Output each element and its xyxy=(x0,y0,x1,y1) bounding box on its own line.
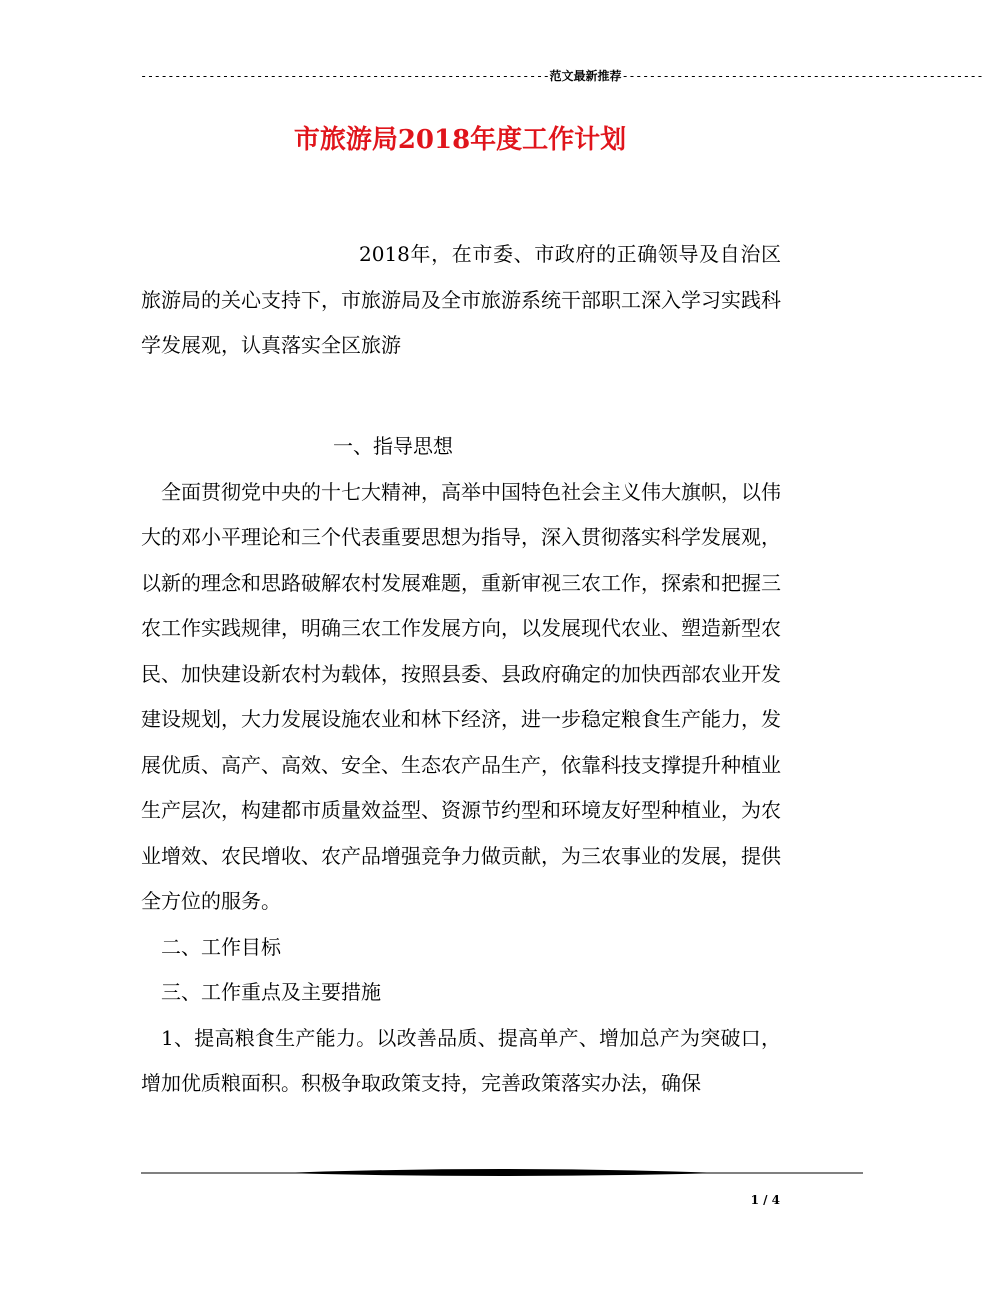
heading-work-goals: 二、工作目标 xyxy=(161,934,281,959)
page-number: 1 / 4 xyxy=(750,1193,780,1207)
intro-section xyxy=(141,232,781,369)
heading-guiding-ideology: 一、指导思想 xyxy=(333,434,453,458)
header-dashes-right: ----------------------------------------------------- xyxy=(621,69,983,83)
document-title: 市旅游局2018年度工作计划 xyxy=(293,125,627,155)
page-header xyxy=(140,68,983,84)
footer-divider xyxy=(141,1166,863,1180)
body-paragraph-2: 1、提高粮食生产能力。以改善品质、提高单产、增加总产为突破口，增加优质粮面积。积极争取政策支持，完善政策落实办法，确保 xyxy=(141,1025,781,1095)
heading-key-measures: 三、工作重点及主要措施 xyxy=(161,980,381,1004)
body-paragraph-1: 全面贯彻党中央的十七大精神，高举中国特色社会主义伟大旗帜，以伟大的邓小平理论和三个代表重要思想为指导，深入贯彻落实科学发展观，以新的理念和思路破解农村发展难题，重新审视三农工作，探索和把握三农工作实践规律，明确三农工作发展方向，以发展现代农业、塑造新型农民、加快建设新农村为载体，按照县委、县政府确定的加快西部农业开发建设规划，大力发展设施农业和林下经济，进一步稳定粮食生产能力，发展优质、高产、高效、安全、生态农产品生产，依靠科技支撑提升种植业生产层次，构建都市质量效益型、资源节约型和环境友好型种植业，为农业增效、农民增收、农产品增强竞争力做贡献，为三农事业的发展，提供全方位的服务。 xyxy=(141,479,781,913)
header-label: 范文最新推荐 xyxy=(549,69,622,83)
intro-paragraph: 2018年，在市委、市政府的正确领导及自治区旅游局的关心支持下，市旅游局及全市旅游系统干部职工深入学习实践科学发展观，认真落实全区旅游 xyxy=(141,242,781,357)
header-dashes-left: ------------------------------------------------------------ xyxy=(140,69,550,83)
body-section xyxy=(141,424,781,1107)
